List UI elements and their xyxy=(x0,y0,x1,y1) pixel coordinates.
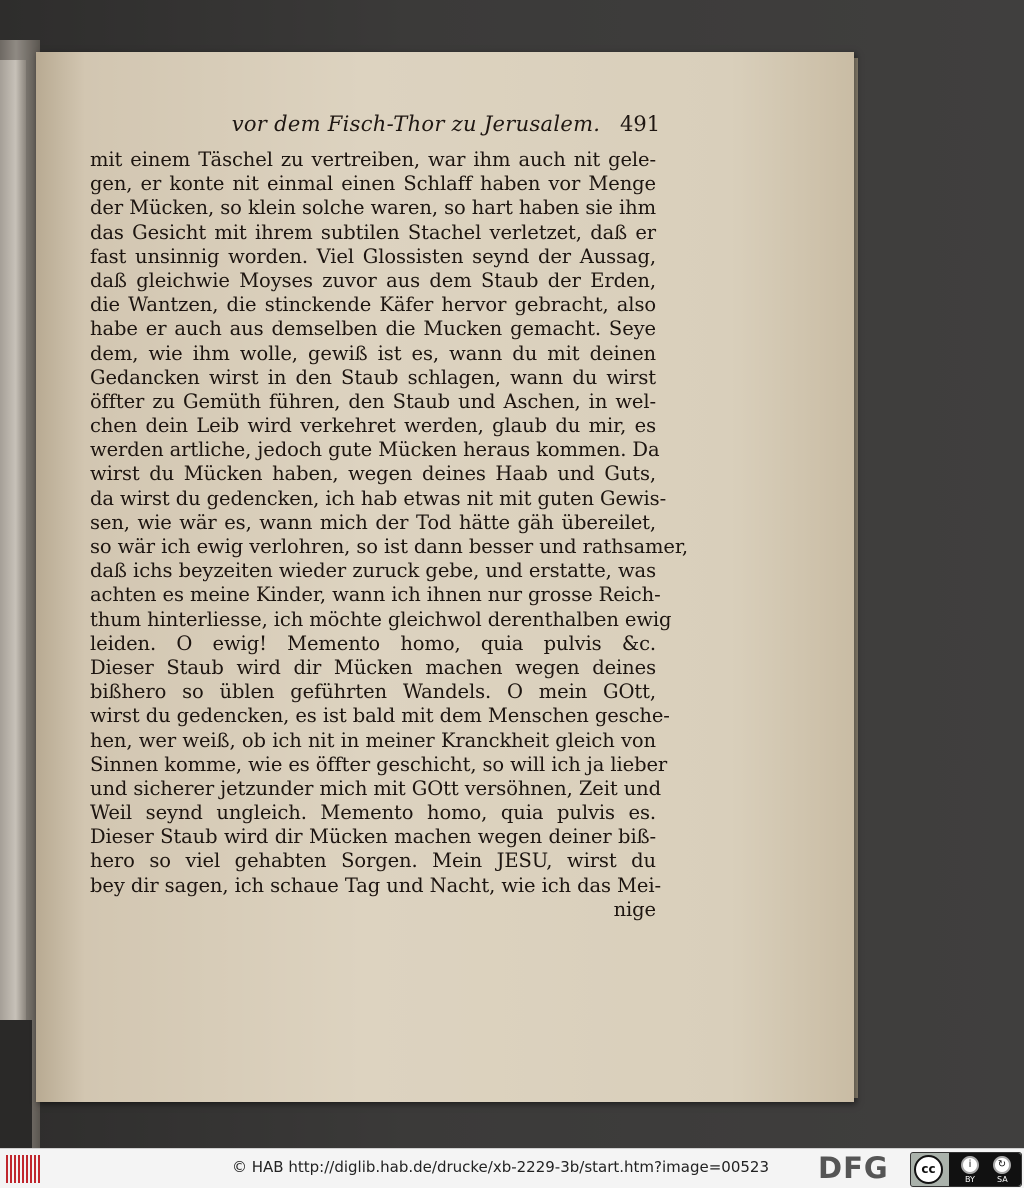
text-line: wirst du Mücken haben, wegen deines Haab und Guts, xyxy=(90,462,656,486)
book-page xyxy=(36,52,854,1102)
cc-icon: cc xyxy=(914,1155,943,1184)
catchword: nige xyxy=(613,897,656,921)
text-line: hero so viel gehabten Sorgen. Mein JESU, wirst du xyxy=(90,849,656,873)
text-line: hen, wer weiß, ob ich nit in meiner Kranckheit gleich von xyxy=(90,728,656,752)
text-line: fast unsinnig worden. Viel Glossisten seynd der Aussag, xyxy=(90,244,656,268)
text-line: da wirst du gedencken, ich hab etwas nit mit guten Gewis- xyxy=(90,486,667,510)
binding-shadow xyxy=(0,1020,32,1148)
text-line: daß gleichwie Moyses zuvor aus dem Staub der Erden, xyxy=(90,268,656,292)
cc-attributes xyxy=(949,1153,1021,1186)
text-line: Dieser Staub wird dir Mücken machen wegen deiner biß- xyxy=(90,825,656,849)
binding-strip xyxy=(0,60,26,1110)
share-alike-icon: ↻ xyxy=(993,1156,1011,1174)
text-line: Sinnen komme, wie es öffter geschicht, so will ich ja lieber xyxy=(90,752,668,776)
text-line: achten es meine Kinder, wann ich ihnen nur grosse Reich- xyxy=(90,583,661,607)
text-line: chen dein Leib wird verkehret werden, glaub du mir, es xyxy=(90,414,656,438)
page-header xyxy=(36,112,854,148)
source-link[interactable]: © HAB http://diglib.hab.de/drucke/xb-2229-3b/start.htm?image=00523 xyxy=(232,1158,770,1176)
text-line: mit einem Täschel zu vertreiben, war ihm auch nit gele- xyxy=(90,148,656,171)
viewer-footer xyxy=(0,1148,1024,1188)
cc-by-label: BY xyxy=(965,1175,975,1184)
cc-sa-label: SA xyxy=(997,1175,1008,1184)
cc-license-badge[interactable] xyxy=(910,1152,1022,1187)
library-logo-icon xyxy=(6,1155,40,1183)
text-line: Dieser Staub wird dir Mücken machen wegen deines xyxy=(90,655,656,679)
text-line: das Gesicht mit ihrem subtilen Stachel verletzet, daß er xyxy=(90,220,656,244)
text-line: daß ichs beyzeiten wieder zuruck gebe, und erstatte, was xyxy=(90,559,656,583)
dfg-logo: DFG xyxy=(818,1151,889,1185)
text-line: bey dir sagen, ich schaue Tag und Nacht, wie ich das Mei- xyxy=(90,873,661,897)
text-line: bißhero so üblen geführten Wandels. O mein GOtt, xyxy=(90,680,656,704)
text-line: die Wantzen, die stinckende Käfer hervor gebracht, also xyxy=(90,293,656,317)
text-line: Weil seynd ungleich. Memento homo, quia pulvis es. xyxy=(90,801,656,825)
text-line: so wär ich ewig verlohren, so ist dann besser und rathsamer, xyxy=(90,535,689,558)
text-line: der Mücken, so klein solche waren, so hart haben sie ihm xyxy=(90,196,656,220)
text-line: öffter zu Gemüth führen, den Staub und Aschen, in wel- xyxy=(90,389,656,413)
text-line: Gedancken wirst in den Staub schlagen, wann du wirst xyxy=(90,365,656,389)
text-line: dem, wie ihm wolle, gewiß ist es, wann du mit deinen xyxy=(90,341,656,365)
running-title: vor dem Fisch-Thor zu Jerusalem. xyxy=(231,112,601,136)
attribution-icon: i xyxy=(961,1156,979,1174)
text-line: sen, wie wär es, wann mich der Tod hätte gäh übereilet, xyxy=(90,510,656,534)
text-line: werden artliche, jedoch gute Mücken heraus kommen. Da xyxy=(90,438,660,462)
text-line: leiden. O ewig! Memento homo, quia pulvis &c. xyxy=(90,631,656,655)
body-text xyxy=(90,148,689,922)
text-line: gen, er konte nit einmal einen Schlaff haben vor Menge xyxy=(90,172,656,196)
text-line: habe er auch aus demselben die Mucken gemacht. Seye xyxy=(90,317,656,341)
text-line: thum hinterliesse, ich möchte gleichwol derenthalben ewig xyxy=(90,607,672,631)
text-line: wirst du gedencken, es ist bald mit dem Menschen gesche- xyxy=(90,704,670,728)
text-line: und sicherer jetzunder mich mit GOtt versöhnen, Zeit und xyxy=(90,776,662,800)
page-number: 491 xyxy=(620,112,661,136)
